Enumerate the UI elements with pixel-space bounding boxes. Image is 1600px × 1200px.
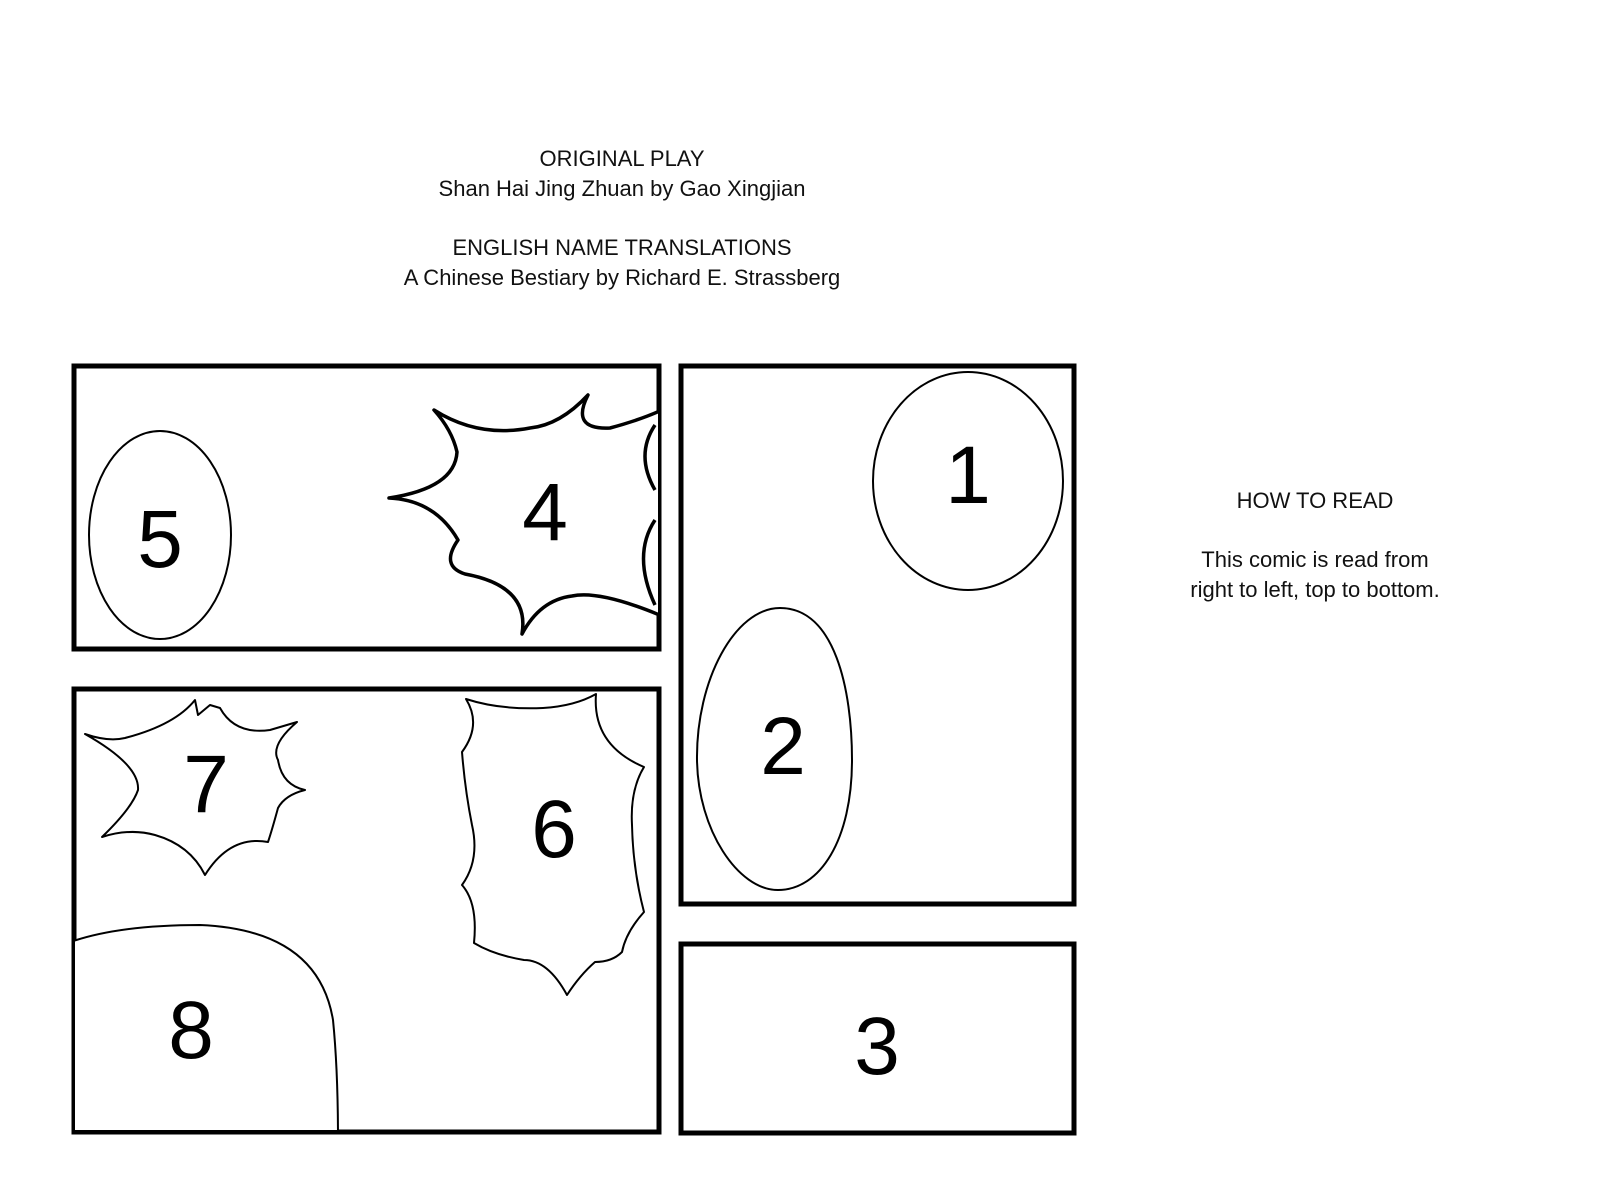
original-play-text: Shan Hai Jing Zhuan by Gao Xingjian bbox=[438, 176, 806, 201]
reading-order-number-3: 3 bbox=[854, 1001, 900, 1092]
reading-order-number-8: 8 bbox=[168, 985, 214, 1076]
reading-order-number-4: 4 bbox=[522, 467, 568, 558]
reading-order-number-7: 7 bbox=[183, 739, 229, 830]
translations-text: A Chinese Bestiary by Richard E. Strassberg bbox=[403, 265, 841, 290]
reading-order-number-5: 5 bbox=[137, 494, 183, 585]
reading-order-number-1: 1 bbox=[945, 430, 991, 521]
how-to-read-heading: HOW TO READ bbox=[1236, 488, 1394, 513]
how-to-read-line-1: This comic is read from bbox=[1201, 547, 1429, 572]
reading-order-number-6: 6 bbox=[531, 784, 577, 875]
translations-heading: ENGLISH NAME TRANSLATIONS bbox=[452, 235, 792, 260]
reading-order-number-2: 2 bbox=[760, 701, 806, 792]
how-to-read-line-2: right to left, top to bottom. bbox=[1190, 577, 1440, 602]
original-play-heading: ORIGINAL PLAY bbox=[539, 146, 705, 171]
